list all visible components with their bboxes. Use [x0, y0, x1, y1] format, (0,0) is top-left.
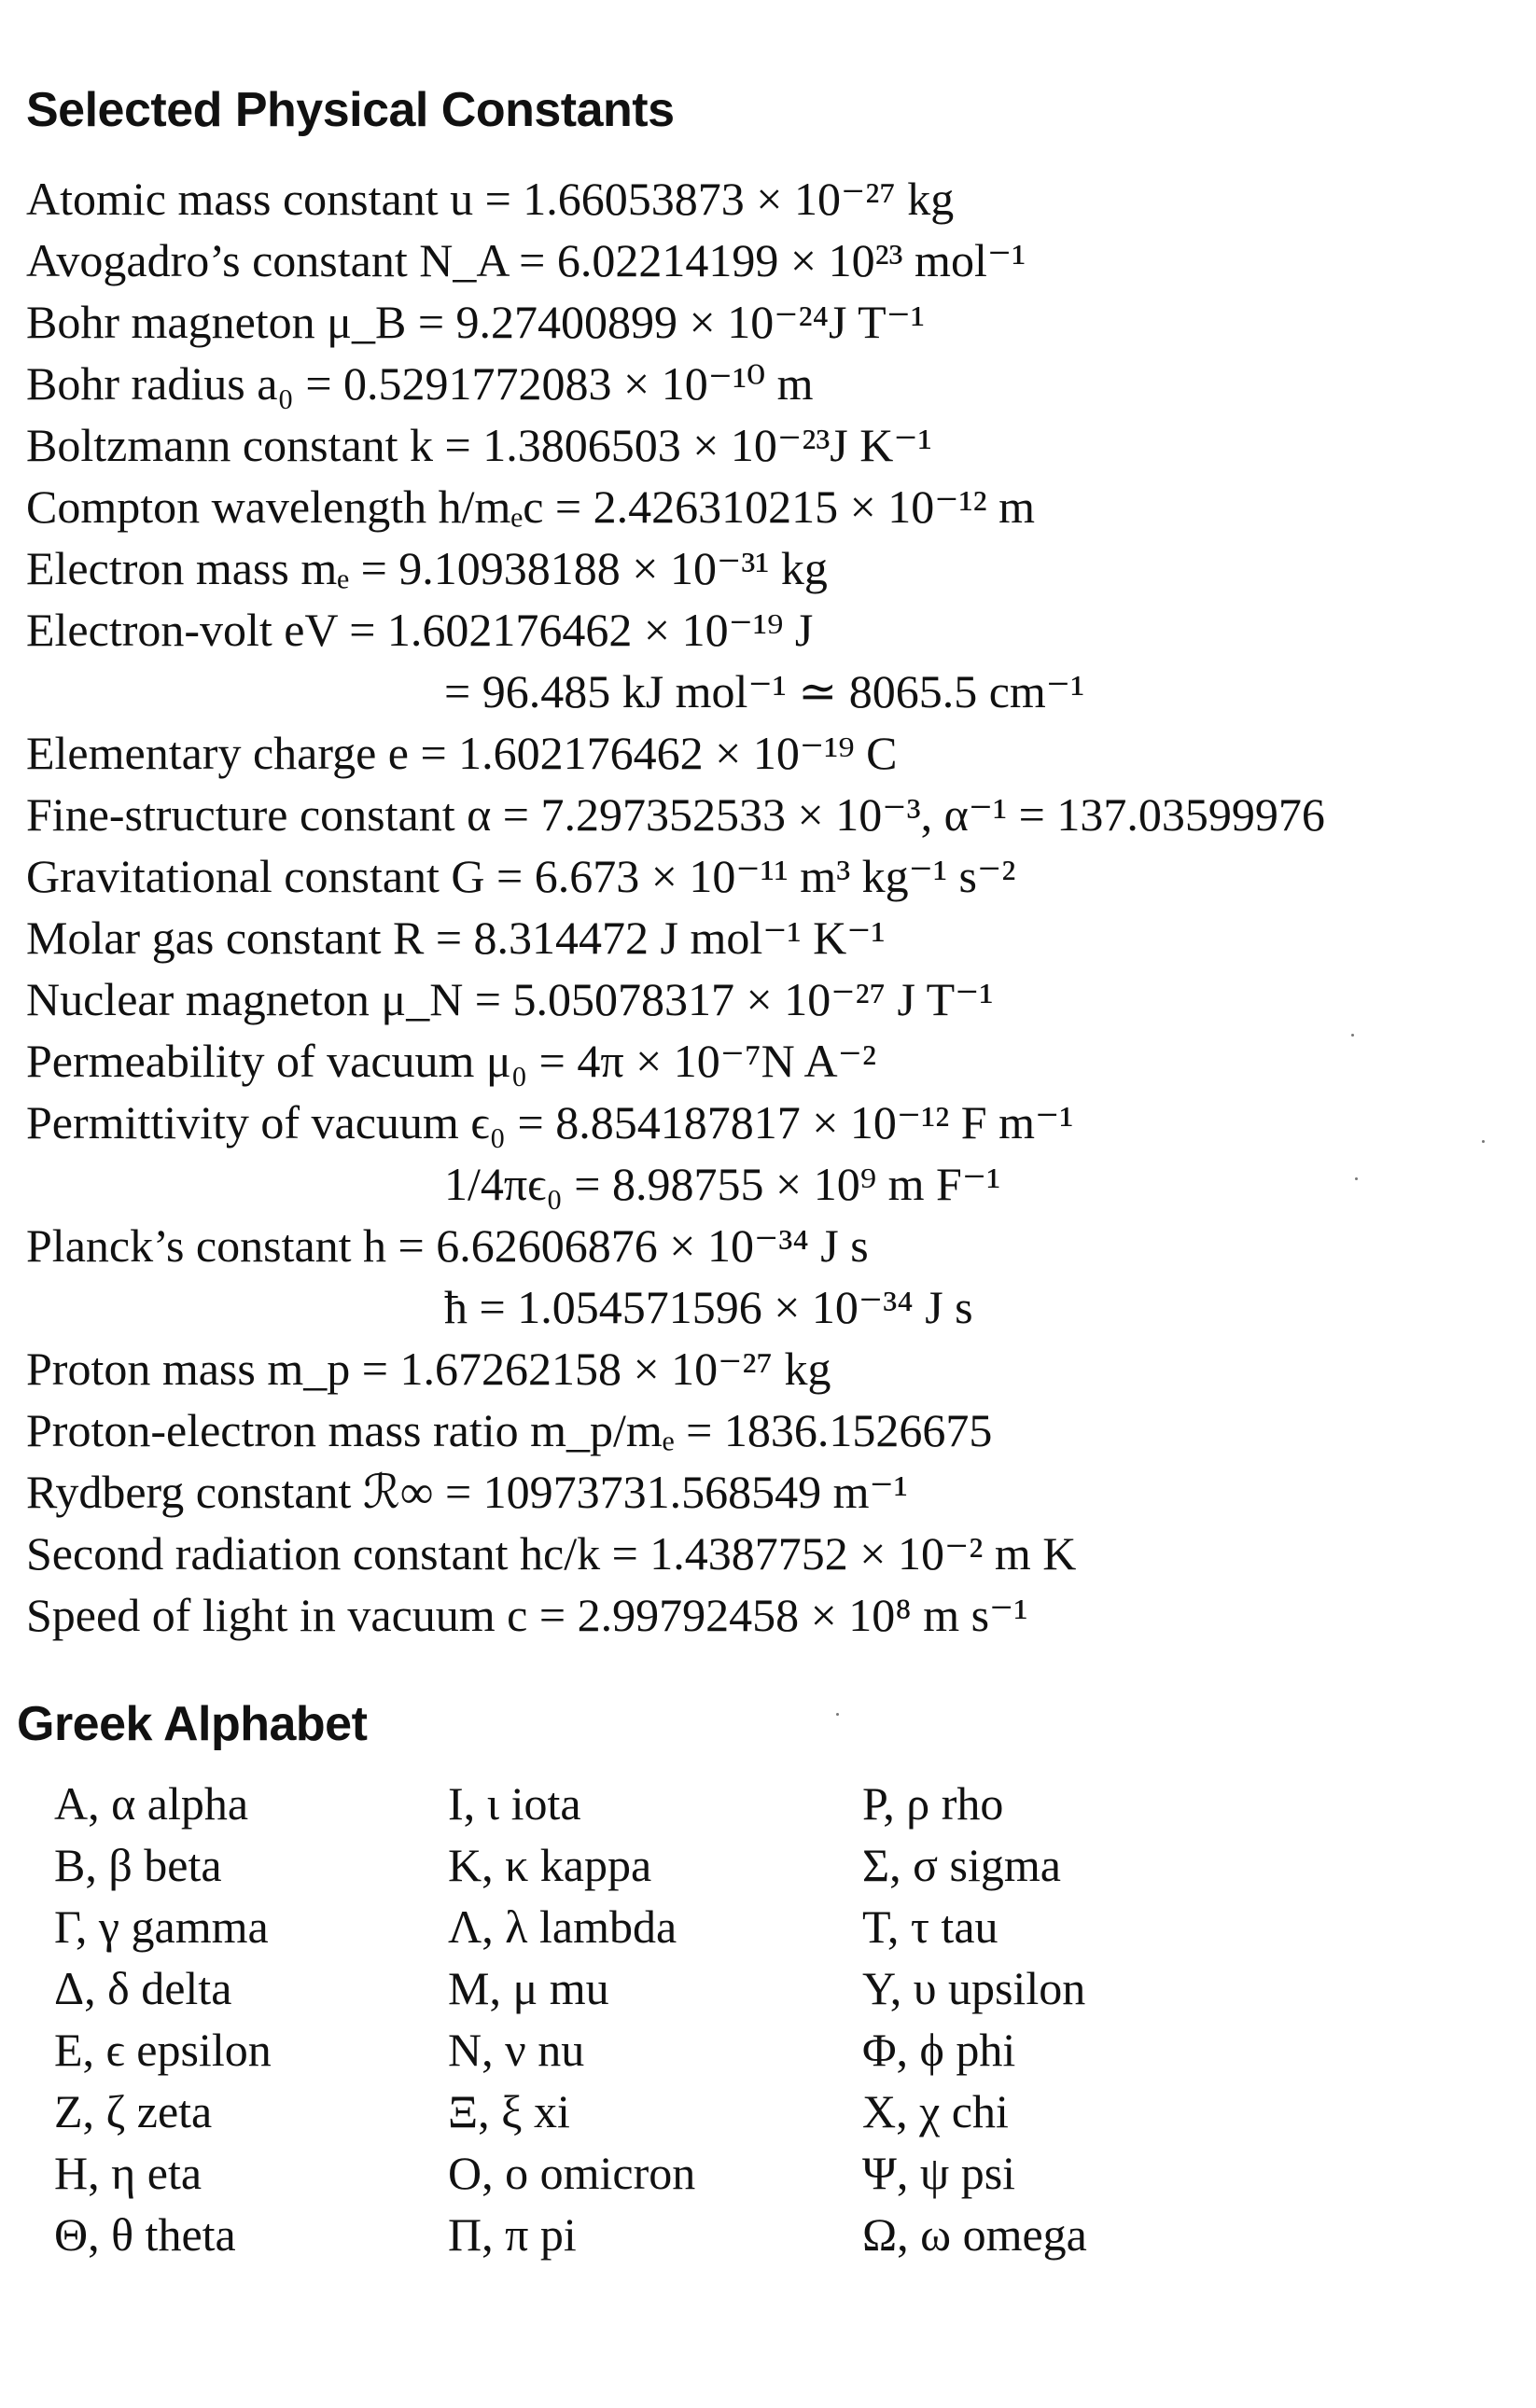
- constant-rydberg: Rydberg constant ℛ∞ = 10973731.568549 m⁻¹: [26, 1466, 908, 1518]
- constant-fine-structure: Fine-structure constant α = 7.297352533 × 10⁻³, α⁻¹ = 137.03599976: [26, 788, 1325, 841]
- greek-letter: Ω, ω omega: [862, 2208, 1087, 2261]
- constant-atomic-mass: Atomic mass constant u = 1.66053873 × 10⁻²⁷ kg: [26, 173, 955, 225]
- scan-speck: [836, 1713, 839, 1716]
- greek-letter: Δ, δ delta: [54, 1962, 232, 2014]
- constant-molar-gas: Molar gas constant R = 8.314472 J mol⁻¹ K⁻¹: [26, 912, 886, 964]
- constant-planck-reduced: ħ = 1.054571596 × 10⁻³⁴ J s: [444, 1281, 973, 1333]
- scan-speck: [1355, 1177, 1358, 1180]
- scan-speck: [1482, 1140, 1485, 1143]
- greek-letter: Π, π pi: [448, 2208, 577, 2261]
- greek-letter: X, χ chi: [862, 2085, 1009, 2137]
- greek-heading: Greek Alphabet: [17, 1697, 368, 1751]
- greek-letter: Ξ, ξ xi: [448, 2085, 570, 2137]
- greek-letter: Γ, γ gamma: [54, 1900, 269, 1953]
- constant-elementary-charge: Elementary charge e = 1.602176462 × 10⁻¹⁹ C: [26, 727, 898, 779]
- constant-gravitational: Gravitational constant G = 6.673 × 10⁻¹¹ m³ kg⁻¹ s⁻²: [26, 850, 1016, 902]
- constant-electron-volt: Electron-volt eV = 1.602176462 × 10⁻¹⁹ J: [26, 604, 814, 656]
- greek-letter: Z, ζ zeta: [54, 2085, 213, 2137]
- greek-letter: Φ, ϕ phi: [862, 2024, 1016, 2076]
- greek-letter: I, ι iota: [448, 1777, 581, 1830]
- greek-letter: O, o omicron: [448, 2147, 696, 2199]
- constant-permittivity-cont: 1/4πϵ₀ = 8.98755 × 10⁹ m F⁻¹: [444, 1158, 1001, 1210]
- greek-column-1: [54, 1773, 448, 2265]
- greek-letter: Υ, υ upsilon: [862, 1962, 1086, 2014]
- greek-letter: A, α alpha: [54, 1777, 249, 1830]
- greek-letter: N, ν nu: [448, 2024, 585, 2076]
- greek-letter: B, β beta: [54, 1839, 222, 1891]
- greek-letter: E, ϵ epsilon: [54, 2024, 272, 2076]
- constant-second-radiation: Second radiation constant hc/k = 1.4387752 × 10⁻² m K: [26, 1527, 1077, 1580]
- constant-boltzmann: Boltzmann constant k = 1.3806503 × 10⁻²³J K⁻¹: [26, 419, 932, 471]
- constant-permittivity: Permittivity of vacuum ϵ₀ = 8.854187817 × 10⁻¹² F m⁻¹: [26, 1096, 1074, 1148]
- constant-planck: Planck’s constant h = 6.62606876 × 10⁻³⁴ J s: [26, 1219, 869, 1272]
- constant-permeability: Permeability of vacuum μ₀ = 4π × 10⁻⁷N A⁻²: [26, 1035, 876, 1087]
- constant-bohr-magneton: Bohr magneton μ_B = 9.27400899 × 10⁻²⁴J T⁻¹: [26, 296, 926, 348]
- constant-proton-mass: Proton mass m_p = 1.67262158 × 10⁻²⁷ kg: [26, 1343, 831, 1395]
- constants-heading: Selected Physical Constants: [26, 83, 675, 137]
- constant-electron-volt-cont: = 96.485 kJ mol⁻¹ ≃ 8065.5 cm⁻¹: [444, 665, 1085, 717]
- constants-list: [26, 168, 1519, 1646]
- greek-letter: K, κ kappa: [448, 1839, 652, 1891]
- greek-letter: H, η eta: [54, 2147, 202, 2199]
- greek-letter: Ψ, ψ psi: [862, 2147, 1016, 2199]
- constant-mass-ratio: Proton-electron mass ratio m_p/mₑ = 1836.1526675: [26, 1404, 993, 1456]
- greek-alphabet-table: [54, 1773, 1510, 2265]
- constant-speed-of-light: Speed of light in vacuum c = 2.99792458 × 10⁸ m s⁻¹: [26, 1589, 1028, 1641]
- greek-column-3: [862, 1773, 1329, 2265]
- greek-letter: M, μ mu: [448, 1962, 609, 2014]
- constant-electron-mass: Electron mass mₑ = 9.10938188 × 10⁻³¹ kg: [26, 542, 828, 594]
- constant-compton-wavelength: Compton wavelength h/mₑc = 2.426310215 × 10⁻¹² m: [26, 480, 1036, 533]
- greek-letter: P, ρ rho: [862, 1777, 1004, 1830]
- constant-bohr-radius: Bohr radius a₀ = 0.5291772083 × 10⁻¹⁰ m: [26, 357, 814, 410]
- greek-letter: Σ, σ sigma: [862, 1839, 1061, 1891]
- constant-nuclear-magneton: Nuclear magneton μ_N = 5.05078317 × 10⁻²⁷ J T⁻¹: [26, 973, 994, 1025]
- greek-column-2: [448, 1773, 862, 2265]
- greek-letter: Λ, λ lambda: [448, 1900, 677, 1953]
- constant-avogadro: Avogadro’s constant N_A = 6.02214199 × 10²³ mol⁻¹: [26, 234, 1026, 286]
- greek-letter: T, τ tau: [862, 1900, 998, 1953]
- greek-letter: Θ, θ theta: [54, 2208, 236, 2261]
- scan-speck: [1351, 1034, 1354, 1037]
